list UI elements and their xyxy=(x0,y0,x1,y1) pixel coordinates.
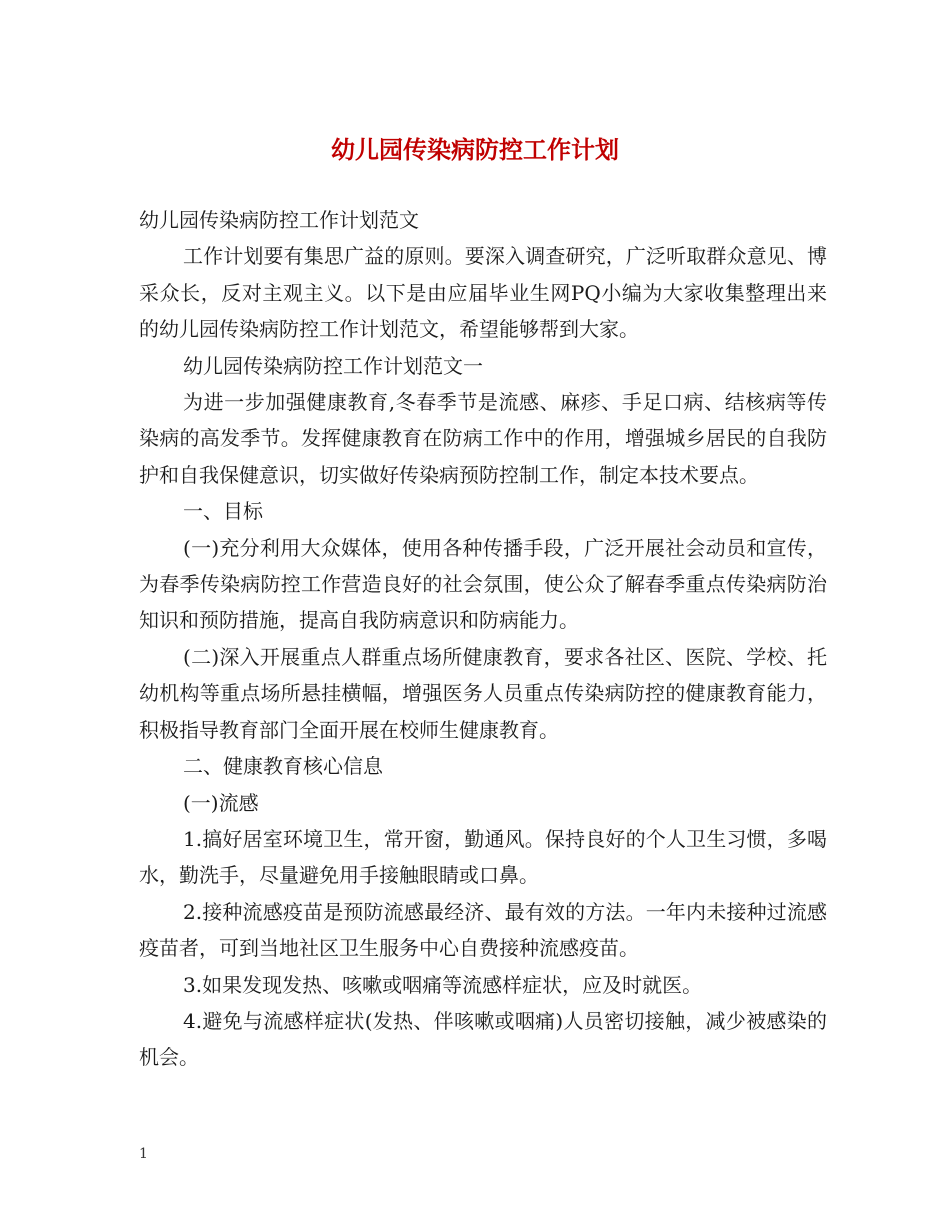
subsection-heading-flu: (一)流感 xyxy=(183,790,259,815)
background-paragraph: 为进一步加强健康教育,冬春季节是流感、麻疹、手足口病、结核病等传染病的高发季节。发挥健康教育在防病工作中的作用，增强城乡居民的自我防护和自我保健意识，切实做好传染病预防控制工作，制定本技术要点。 xyxy=(139,390,827,487)
flu-item-3: 3.如果发现发热、咳嗽或咽痛等流感样症状，应及时就医。 xyxy=(183,972,703,997)
section-heading-core-info: 二、健康教育核心信息 xyxy=(183,754,383,779)
subtitle-paragraph: 幼儿园传染病防控工作计划范文 xyxy=(139,208,419,232)
section-heading-sample-one: 幼儿园传染病防控工作计划范文一 xyxy=(183,353,483,378)
intro-paragraph: 工作计划要有集思广益的原则。要深入调查研究，广泛听取群众意见、博采众长，反对主观主义。以下是由应届毕业生网PQ小编为大家收集整理出来的幼儿园传染病防控工作计划范文，希望能够帮到大家。 xyxy=(139,244,827,342)
flu-item-2: 2.接种流感疫苗是预防流感最经济、最有效的方法。一年内未接种过流感疫苗者，可到当地社区卫生服务中心自费接种流感疫苗。 xyxy=(139,899,827,961)
section-heading-goals: 一、目标 xyxy=(183,499,263,524)
goal-item-1: (一)充分利用大众媒体，使用各种传播手段，广泛开展社会动员和宣传，为春季传染病防控工作营造良好的社会氛围，使公众了解春季重点传染病防治知识和预防措施，提高自我防病意识和防病能力。 xyxy=(139,535,827,633)
page-number: 1 xyxy=(139,1146,148,1162)
flu-item-1: 1.搞好居室环境卫生，常开窗，勤通风。保持良好的个人卫生习惯，多喝水，勤洗手，尽量避免用手接触眼睛或口鼻。 xyxy=(139,826,827,888)
document-body xyxy=(139,202,827,1076)
goal-item-2: (二)深入开展重点人群重点场所健康教育，要求各社区、医院、学校、托幼机构等重点场所悬挂横幅，增强医务人员重点传染病防控的健康教育能力，积极指导教育部门全面开展在校师生健康教育。 xyxy=(139,644,827,742)
flu-item-4: 4.避免与流感样症状(发热、伴咳嗽或咽痛)人员密切接触，减少被感染的机会。 xyxy=(139,1008,827,1070)
document-title: 幼儿园传染病防控工作计划 xyxy=(331,135,619,164)
